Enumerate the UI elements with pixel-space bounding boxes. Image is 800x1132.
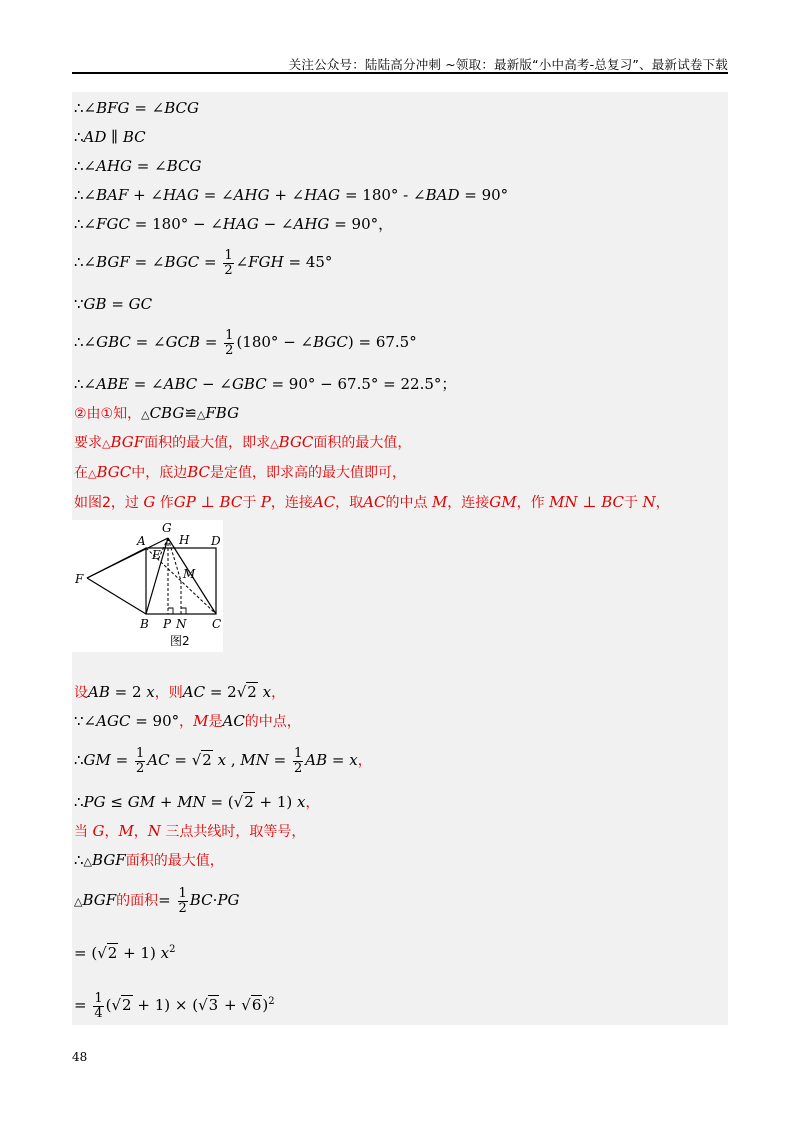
step-line-13: 如图2，过 G 作GP ⊥ BC于 P，连接AC，取AC的中点 M，连接GM，作 MN ⊥ BC于 N， <box>74 493 670 511</box>
label-g: G <box>162 521 172 535</box>
page-number: 48 <box>72 1050 88 1064</box>
label-h: H <box>179 533 190 547</box>
step-line-7: ∵GB = GC <box>74 295 153 313</box>
label-f: F <box>75 572 84 586</box>
step-line-20: △BGF的面积= $\frac{1}{2}$ BC·PG <box>74 885 240 916</box>
right-angle-n <box>181 608 186 614</box>
label-p: P <box>163 617 172 631</box>
step-line-6: ∴∠BGF = ∠BGC = $\frac{1}{2}$ ∠FGH = 45° <box>74 247 333 278</box>
label-e: E <box>152 548 161 562</box>
step-line-1: ∴∠BFG = ∠BCG <box>74 99 199 117</box>
step-line-9: ∴∠ABE = ∠ABC − ∠GBC = 90° − 67.5° = 22.5°； <box>74 375 457 393</box>
label-c: C <box>212 617 222 631</box>
step-line-10: ②由①知，△CBG≌△FBG <box>74 404 240 422</box>
step-line-17: ∴PG ≤ GM + MN = (√2 + 1) x， <box>74 793 320 811</box>
step-line-4: ∴∠BAF + ∠HAG = ∠AHG + ∠HAG = 180° - ∠BAD = 90° <box>74 186 509 204</box>
step-line-22: = $\frac{1}{4}$ $(√2 + 1) \times (√3 + √6)^2$ <box>74 990 275 1021</box>
step-line-19: ∴△BGF面积的最大值， <box>74 851 224 869</box>
step-line-21: = (√2 + 1) $x^2$ <box>74 944 176 962</box>
right-angle-p <box>168 608 173 614</box>
step-line-11: 要求△BGF面积的最大值，即求△BGC面积的最大值， <box>74 433 412 451</box>
step-line-16: ∴GM = $\frac{1}{2}$ AC = √2 x , MN = $\frac{1}{2}$ AB = x， <box>74 745 372 776</box>
label-b: B <box>140 617 149 631</box>
header-rule <box>72 72 728 74</box>
geometry-figure <box>72 520 223 652</box>
page-header: 关注公众号：陆陆高分冲刺 ~领取：最新版“小中高考-总复习”、最新试卷下载 <box>288 57 728 72</box>
figure-caption: 图2 <box>170 634 190 648</box>
step-line-3: ∴∠AHG = ∠BCG <box>74 157 202 175</box>
label-d: D <box>211 534 221 548</box>
step-line-18: 当 G，M，N 三点共线时，取等号， <box>74 822 306 840</box>
label-m: M <box>183 567 196 581</box>
step-line-2: ∴AD ∥ BC <box>74 128 146 146</box>
solution-content <box>72 92 728 1025</box>
label-a: A <box>137 534 146 548</box>
step-line-15: ∵∠AGC = 90°，M是AC的中点， <box>74 712 301 730</box>
step-line-14: 设AB = 2 x，则AC = 2√2 x， <box>74 683 286 701</box>
step-line-12: 在△BGC中，底边BC是定值，即求高的最大值即可， <box>74 463 407 481</box>
step-line-8: ∴∠GBC = ∠GCB = $\frac{1}{2}$ (180° − ∠BGC) = 67.5° <box>74 327 417 358</box>
figure-2-diagram <box>72 520 223 652</box>
segment-fb <box>87 578 146 614</box>
label-n: N <box>176 617 187 631</box>
step-line-5: ∴∠FGC = 180° − ∠HAG − ∠AHG = 90°， <box>74 215 394 233</box>
